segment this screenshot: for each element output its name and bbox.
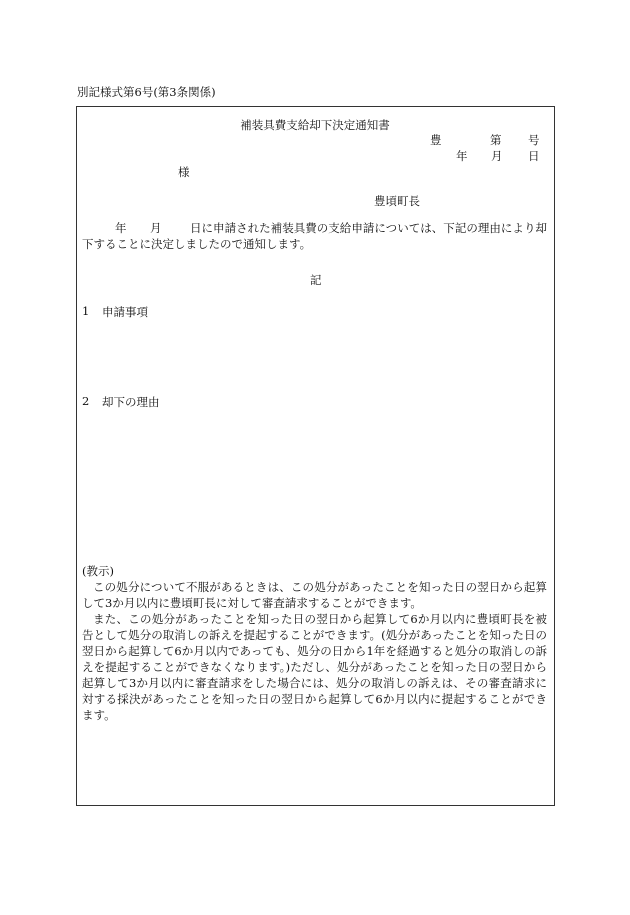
section2-label: 却下の理由 — [102, 395, 160, 409]
notice-paragraph-1: この処分について不服があるときは、この処分があったことを知った日の翌日から起算して3か月以内に豊頃町長に対して審査請求することができます。 — [82, 580, 547, 610]
notice-paragraph-2: また、この処分があったことを知った日の翌日から起算して6か月以内に豊頃町長を被告として処分の取消しの訴えを提起することができます。(処分があったことを知った日の翌日から起算して6か月以内であっても、処分の日から1年を経過すると処分の取消しの訴えを提起することができなくなります。)ただし、処分があったことを知った日の翌日から起算して3か月以内に審査請求をした場合には、処分の取消しの訴えは、その審査請求に対する採決があったことを知った日の翌日から起算して6か月以内に提起することができます。 — [82, 612, 547, 722]
notice-heading: (教示) — [82, 564, 114, 578]
sender-name: 豊頃町長 — [374, 194, 420, 208]
form-label: 別記様式第6号(第3条関係) — [77, 85, 216, 99]
notice-section — [82, 563, 547, 723]
body-year: 年 — [115, 221, 127, 235]
body-month: 月 — [150, 221, 162, 235]
ki-heading: 記 — [310, 273, 322, 287]
document-title: 補装具費支給却下決定通知書 — [240, 118, 390, 132]
doc-number-prefix: 豊 — [430, 133, 442, 147]
addressee-suffix: 様 — [178, 165, 190, 179]
doc-number-dai: 第 — [490, 133, 502, 147]
body-text: 日に申請された補装具費の支給申請については、下記の理由により却下することに決定しましたので通知します。 — [82, 221, 547, 251]
date-year: 年 — [456, 149, 468, 163]
date-day: 日 — [528, 149, 540, 163]
section1-label: 申請事項 — [102, 305, 148, 319]
doc-number-go: 号 — [528, 133, 540, 147]
section1-number: 1 — [82, 304, 90, 318]
date-month: 月 — [491, 149, 503, 163]
section2-number: 2 — [82, 394, 90, 408]
